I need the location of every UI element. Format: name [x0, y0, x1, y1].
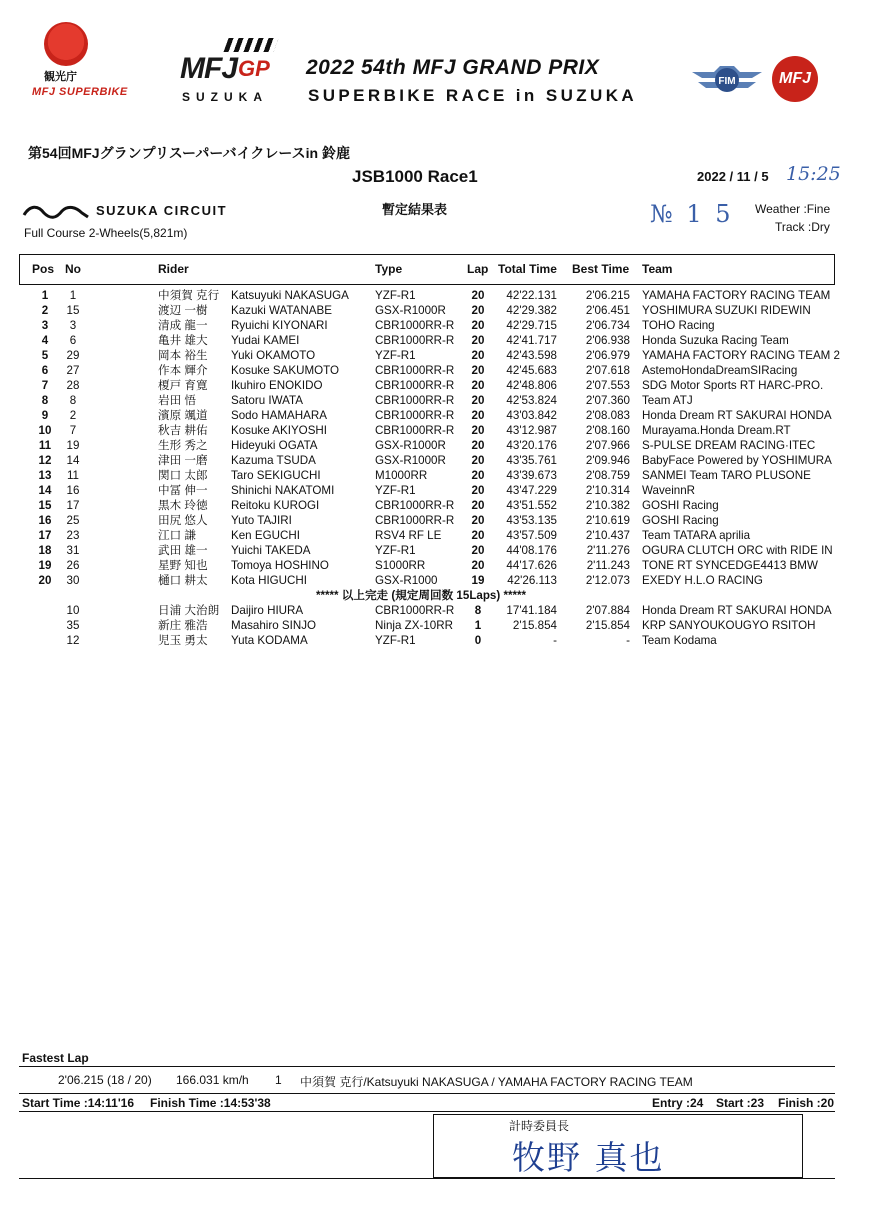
cell-type: GSX-R1000R — [375, 304, 446, 317]
cell-team: Team ATJ — [642, 394, 693, 407]
cell-team: GOSHI Racing — [642, 499, 719, 512]
cell-pos: 13 — [38, 469, 52, 482]
cell-total: 17'41.184 — [506, 604, 557, 617]
col-lap: Lap — [467, 262, 489, 276]
cell-team: Honda Dream RT SAKURAI HONDA — [642, 604, 832, 617]
cell-best: 2'10.382 — [585, 499, 630, 512]
cell-lap: 0 — [474, 634, 482, 647]
checkered-flag-icon — [223, 38, 278, 52]
cell-pos: 18 — [38, 544, 52, 557]
cell-total: 43'12.987 — [506, 424, 557, 437]
cell-type: CBR1000RR-R — [375, 379, 455, 392]
cell-type: S1000RR — [375, 559, 426, 572]
table-row — [0, 378, 879, 393]
cell-jp: 津田 一磨 — [158, 454, 208, 467]
cell-en: Sodo HAMAHARA — [231, 409, 328, 422]
table-row — [0, 363, 879, 378]
cell-no: 12 — [66, 634, 80, 647]
cell-total: 43'51.552 — [506, 499, 557, 512]
cell-best: 2'09.946 — [585, 454, 630, 467]
cell-team: S-PULSE DREAM RACING·ITEC — [642, 439, 816, 452]
cell-team: KRP SANYOUKOUGYO RSITOH — [642, 619, 816, 632]
cell-jp: 濱原 颯道 — [158, 409, 208, 422]
col-type: Type — [375, 262, 403, 276]
cell-best: 2'06.215 — [585, 289, 630, 302]
divider — [19, 1111, 835, 1112]
cell-pos: 5 — [41, 349, 49, 362]
handwritten-time: 15:25 — [786, 163, 841, 185]
cell-en: Kazuma TSUDA — [231, 454, 316, 467]
cell-no: 23 — [66, 529, 80, 542]
cell-en: Kosuke SAKUMOTO — [231, 364, 340, 377]
cell-total: 42'48.806 — [506, 379, 557, 392]
cell-en: Reitoku KUROGI — [231, 499, 320, 512]
cell-team: YAMAHA FACTORY RACING TEAM 2 — [642, 349, 841, 362]
cell-total: 43'39.673 — [506, 469, 557, 482]
finish-separator: ***** 以上完走 (規定周回数 15Laps) ***** — [316, 589, 527, 602]
table-row — [0, 288, 879, 303]
race-title: JSB1000 Race1 — [352, 167, 478, 186]
table-row — [0, 543, 879, 558]
cell-no: 29 — [66, 349, 80, 362]
cell-total: 2'15.854 — [512, 619, 557, 632]
cell-total: 44'08.176 — [506, 544, 557, 557]
cell-lap: 20 — [471, 484, 485, 497]
cell-no: 16 — [66, 484, 80, 497]
cell-team: YAMAHA FACTORY RACING TEAM — [642, 289, 831, 302]
cell-pos: 8 — [41, 394, 49, 407]
cell-type: CBR1000RR-R — [375, 514, 455, 527]
start-time: Start Time :14:11'16 — [22, 1096, 135, 1110]
table-row — [0, 498, 879, 513]
fastest-lap-time: 2'06.215 (18 / 20) — [58, 1073, 152, 1087]
cell-total: 43'03.842 — [506, 409, 557, 422]
cell-team: SANMEI Team TARO PLUSONE — [642, 469, 811, 482]
cell-team: Team Kodama — [642, 634, 717, 647]
cell-best: 2'10.619 — [585, 514, 630, 527]
cell-en: Ryuichi KIYONARI — [231, 319, 328, 332]
cell-team: OGURA CLUTCH ORC with RIDE IN — [642, 544, 833, 557]
cell-en: Daijiro HIURA — [231, 604, 304, 617]
cell-jp: 清成 龍一 — [158, 319, 208, 332]
cell-team: TOHO Racing — [642, 319, 715, 332]
finish-count: Finish :20 — [778, 1096, 835, 1110]
cell-no: 19 — [66, 439, 80, 452]
cell-team: AstemoHondaDreamSIRacing — [642, 364, 798, 377]
cell-jp: 関口 太郎 — [158, 469, 208, 482]
cell-jp: 亀井 雄大 — [158, 334, 208, 347]
cell-team: Honda Dream RT SAKURAI HONDA — [642, 409, 832, 422]
provisional-results-label: 暫定結果表 — [382, 202, 448, 217]
cell-lap: 20 — [471, 529, 485, 542]
handwritten-signature: 牧野 真也 — [512, 1138, 665, 1177]
cell-lap: 20 — [471, 349, 485, 362]
cell-lap: 20 — [471, 439, 485, 452]
cell-type: CBR1000RR-R — [375, 604, 455, 617]
cell-pos: 14 — [38, 484, 52, 497]
cell-no: 7 — [69, 424, 77, 437]
event-subtitle: SUPERBIKE RACE in SUZUKA — [308, 86, 638, 105]
col-no: No — [65, 262, 81, 276]
column-header-box — [19, 254, 835, 285]
cell-jp: 武田 雄一 — [158, 544, 208, 557]
cell-en: Kosuke AKIYOSHI — [231, 424, 328, 437]
gp-logo-gp: GP — [238, 56, 270, 81]
cell-en: Katsuyuki NAKASUGA — [231, 289, 349, 302]
mfj-superbike-logo: MFJ SUPERBIKE — [32, 86, 128, 98]
cell-jp: 生形 秀之 — [158, 439, 208, 452]
event-title: 2022 54th MFJ GRAND PRIX — [306, 56, 600, 79]
cell-pos: 15 — [38, 499, 52, 512]
cell-no: 31 — [66, 544, 80, 557]
fastest-lap-rider: 中須賀 克行/Katsuyuki NAKASUGA / YAMAHA FACTORY RACING TEAM — [300, 1075, 693, 1089]
cell-type: Ninja ZX-10RR — [375, 619, 453, 632]
cell-best: 2'11.276 — [586, 544, 630, 557]
cell-jp: 中須賀 克行 — [158, 289, 220, 302]
cell-en: Yuta KODAMA — [231, 634, 308, 647]
cell-en: Tomoya HOSHINO — [231, 559, 329, 572]
cell-total: - — [553, 634, 557, 647]
cell-no: 15 — [66, 304, 80, 317]
timing-chief-label: 計時委員長 — [509, 1119, 570, 1133]
fim-logo — [690, 60, 764, 100]
gp-logo-suzuka: SUZUKA — [182, 90, 268, 104]
cell-jp: 黒木 玲徳 — [158, 499, 208, 512]
cell-no: 25 — [66, 514, 80, 527]
start-count: Start :23 — [716, 1096, 765, 1110]
event-title-japanese: 第54回MFJグランプリスーパーバイクレースin 鈴鹿 — [28, 145, 350, 161]
fastest-lap-speed: 166.031 km/h — [176, 1073, 249, 1087]
cell-en: Yuki OKAMOTO — [231, 349, 316, 362]
table-row — [0, 483, 879, 498]
cell-pos: 7 — [41, 379, 49, 392]
cell-best: 2'07.553 — [585, 379, 630, 392]
cell-type: M1000RR — [375, 469, 428, 482]
table-row — [0, 633, 879, 648]
cell-type: YZF-R1 — [375, 349, 416, 362]
cell-no: 3 — [69, 319, 77, 332]
cell-best: 2'07.884 — [585, 604, 630, 617]
fim-logo-text: FIM — [718, 76, 736, 87]
cell-type: YZF-R1 — [375, 484, 416, 497]
table-row — [0, 513, 879, 528]
cell-en: Hideyuki OGATA — [231, 439, 318, 452]
table-row — [0, 318, 879, 333]
cell-type: GSX-R1000 — [375, 574, 438, 587]
cell-en: Yudai KAMEI — [231, 334, 300, 347]
cell-en: Taro SEKIGUCHI — [231, 469, 321, 482]
results-table — [0, 288, 879, 648]
cell-en: Shinichi NAKATOMI — [231, 484, 335, 497]
cell-no: 2 — [69, 409, 77, 422]
finish-separator-row — [0, 588, 879, 603]
cell-type: CBR1000RR-R — [375, 424, 455, 437]
table-row — [0, 558, 879, 573]
cell-lap: 20 — [471, 304, 485, 317]
suzuka-circuit-logo — [22, 201, 262, 223]
cell-jp: 星野 知也 — [158, 559, 208, 572]
cell-jp: 作本 輝介 — [158, 364, 208, 377]
cell-team: TONE RT SYNCEDGE4413 BMW — [642, 559, 818, 572]
cell-best: 2'07.618 — [585, 364, 630, 377]
cell-pos: 19 — [38, 559, 52, 572]
mfj-gp-suzuka-logo — [180, 36, 290, 106]
cell-best: 2'12.073 — [585, 574, 630, 587]
cell-type: CBR1000RR-R — [375, 409, 455, 422]
cell-team: EXEDY H.L.O RACING — [642, 574, 763, 587]
cell-lap: 20 — [471, 454, 485, 467]
cell-best: 2'08.083 — [585, 409, 630, 422]
col-total-time: Total Time — [498, 262, 557, 276]
table-row — [0, 393, 879, 408]
cell-best: 2'07.966 — [585, 439, 630, 452]
cell-jp: 児玉 勇太 — [158, 634, 208, 647]
cell-total: 43'53.135 — [506, 514, 557, 527]
cell-pos: 9 — [41, 409, 49, 422]
cell-no: 28 — [66, 379, 80, 392]
cell-team: Murayama.Honda Dream.RT — [642, 424, 791, 437]
race-date: 2022 / 11 / 5 — [697, 169, 769, 184]
cell-pos: 20 — [38, 574, 52, 587]
cell-jp: 新庄 雅浩 — [158, 619, 208, 632]
cell-lap: 20 — [471, 289, 485, 302]
cell-team: BabyFace Powered by YOSHIMURA — [642, 454, 832, 467]
cell-en: Kazuki WATANABE — [231, 304, 332, 317]
table-row — [0, 468, 879, 483]
cell-best: 2'11.243 — [586, 559, 630, 572]
cell-lap: 20 — [471, 424, 485, 437]
cell-pos: 4 — [41, 334, 49, 347]
table-row — [0, 438, 879, 453]
cell-lap: 20 — [471, 409, 485, 422]
cell-total: 42'22.131 — [506, 289, 557, 302]
cell-lap: 20 — [471, 379, 485, 392]
cell-jp: 中冨 伸一 — [158, 484, 208, 497]
cell-type: YZF-R1 — [375, 289, 416, 302]
cell-total: 42'26.113 — [507, 574, 557, 587]
cell-pos: 6 — [41, 364, 49, 377]
cell-best: 2'07.360 — [585, 394, 630, 407]
table-row — [0, 423, 879, 438]
weather-info: Weather :Fine — [755, 202, 831, 216]
cell-team: Honda Suzuka Racing Team — [642, 334, 789, 347]
cell-type: YZF-R1 — [375, 544, 416, 557]
cell-best: 2'15.854 — [585, 619, 630, 632]
col-team: Team — [642, 262, 673, 276]
circuit-name: SUZUKA CIRCUIT — [96, 203, 228, 218]
cell-lap: 1 — [474, 619, 482, 632]
cell-lap: 20 — [471, 394, 485, 407]
cell-en: Ikuhiro ENOKIDO — [231, 379, 323, 392]
cell-best: 2'06.451 — [585, 304, 630, 317]
cell-no: 35 — [66, 619, 80, 632]
cell-best: 2'06.938 — [585, 334, 630, 347]
table-row — [0, 408, 879, 423]
cell-type: GSX-R1000R — [375, 454, 446, 467]
cell-total: 43'35.761 — [506, 454, 557, 467]
cell-lap: 8 — [474, 604, 482, 617]
cell-total: 42'29.715 — [506, 319, 557, 332]
cell-total: 43'20.176 — [506, 439, 557, 452]
cell-jp: 渡辺 一樹 — [158, 304, 208, 317]
cell-total: 42'29.382 — [506, 304, 557, 317]
cell-total: 42'45.683 — [506, 364, 557, 377]
finish-time: Finish Time :14:53'38 — [150, 1096, 271, 1110]
cell-team: WaveinnR — [642, 484, 696, 497]
cell-best: 2'10.437 — [585, 529, 630, 542]
cell-no: 17 — [66, 499, 80, 512]
cell-no: 10 — [66, 604, 80, 617]
cell-jp: 樋口 耕太 — [158, 574, 208, 587]
cell-lap: 19 — [471, 574, 485, 587]
cell-team: SDG Motor Sports RT HARC-PRO. — [642, 379, 824, 392]
col-best-time: Best Time — [572, 262, 630, 276]
cell-pos: 1 — [41, 289, 49, 302]
cell-type: GSX-R1000R — [375, 439, 446, 452]
cell-type: CBR1000RR-R — [375, 334, 455, 347]
cell-jp: 江口 謙 — [158, 529, 197, 542]
cell-en: Yuichi TAKEDA — [231, 544, 311, 557]
cell-no: 30 — [66, 574, 80, 587]
cell-jp: 日浦 大治朗 — [158, 604, 220, 617]
cell-no: 1 — [69, 289, 77, 302]
cell-type: CBR1000RR-R — [375, 319, 455, 332]
cell-best: 2'06.734 — [585, 319, 630, 332]
table-row — [0, 603, 879, 618]
cell-jp: 岩田 悟 — [158, 394, 197, 407]
cell-lap: 20 — [471, 544, 485, 557]
cell-no: 26 — [66, 559, 80, 572]
cell-jp: 岡本 裕生 — [158, 349, 208, 362]
cell-total: 42'41.717 — [506, 334, 557, 347]
cell-type: RSV4 RF LE — [375, 529, 442, 542]
fastest-lap-no: 1 — [275, 1073, 282, 1087]
document-number-stamp: № 1 5 — [650, 200, 734, 228]
cell-pos: 10 — [38, 424, 52, 437]
cell-pos: 12 — [38, 454, 52, 467]
cell-team: Team TATARA aprilia — [642, 529, 751, 542]
cell-pos: 17 — [38, 529, 52, 542]
table-row — [0, 303, 879, 318]
cell-total: 42'53.824 — [506, 394, 557, 407]
circuit-layout-icon — [22, 203, 90, 221]
cell-jp: 秋吉 耕佑 — [158, 424, 208, 437]
cell-lap: 20 — [471, 559, 485, 572]
divider — [19, 1093, 835, 1094]
cell-jp: 榎戸 育寛 — [158, 379, 208, 392]
cell-total: 44'17.626 — [506, 559, 557, 572]
col-rider: Rider — [158, 262, 189, 276]
cell-total: 43'47.229 — [506, 484, 557, 497]
mfj-logo: MFJ — [772, 56, 818, 102]
cell-team: GOSHI Racing — [642, 514, 719, 527]
cell-en: Ken EGUCHI — [231, 529, 300, 542]
table-row — [0, 618, 879, 633]
cell-best: 2'06.979 — [585, 349, 630, 362]
cell-type: CBR1000RR-R — [375, 394, 455, 407]
cell-no: 27 — [66, 364, 80, 377]
cell-lap: 20 — [471, 499, 485, 512]
cell-pos: 11 — [38, 439, 52, 452]
table-row — [0, 453, 879, 468]
cell-type: CBR1000RR-R — [375, 499, 455, 512]
cell-lap: 20 — [471, 334, 485, 347]
cell-pos: 3 — [41, 319, 49, 332]
cell-lap: 20 — [471, 469, 485, 482]
table-row — [0, 573, 879, 588]
entry-count: Entry :24 — [652, 1096, 704, 1110]
fastest-lap-label: Fastest Lap — [22, 1051, 89, 1065]
cell-best: - — [626, 634, 630, 647]
col-pos: Pos — [32, 262, 55, 276]
cell-no: 11 — [66, 469, 80, 482]
gp-logo-mfj: MFJ — [180, 52, 237, 85]
table-row — [0, 333, 879, 348]
cell-no: 8 — [69, 394, 77, 407]
cell-pos: 16 — [38, 514, 52, 527]
table-row — [0, 348, 879, 363]
course-info: Full Course 2-Wheels(5,821m) — [24, 226, 188, 240]
cell-team: YOSHIMURA SUZUKI RIDEWIN — [642, 304, 811, 317]
tourism-agency-text: 観光庁 — [44, 71, 77, 83]
cell-best: 2'08.759 — [585, 469, 630, 482]
divider — [19, 1178, 835, 1179]
cell-lap: 20 — [471, 319, 485, 332]
cell-pos: 2 — [41, 304, 49, 317]
cell-type: YZF-R1 — [375, 634, 416, 647]
cell-en: Kota HIGUCHI — [231, 574, 308, 587]
cell-no: 6 — [69, 334, 77, 347]
cell-total: 42'43.598 — [506, 349, 557, 362]
cell-no: 14 — [66, 454, 80, 467]
japan-tourism-agency-logo — [44, 22, 88, 66]
cell-best: 2'08.160 — [585, 424, 630, 437]
cell-lap: 20 — [471, 514, 485, 527]
cell-best: 2'10.314 — [585, 484, 630, 497]
divider — [19, 1066, 835, 1067]
track-condition: Track :Dry — [775, 220, 830, 234]
cell-type: CBR1000RR-R — [375, 364, 455, 377]
cell-en: Satoru IWATA — [231, 394, 303, 407]
cell-lap: 20 — [471, 364, 485, 377]
cell-total: 43'57.509 — [506, 529, 557, 542]
cell-en: Masahiro SINJO — [231, 619, 317, 632]
cell-en: Yuto TAJIRI — [231, 514, 292, 527]
cell-jp: 田尻 悠人 — [158, 514, 208, 527]
table-row — [0, 528, 879, 543]
